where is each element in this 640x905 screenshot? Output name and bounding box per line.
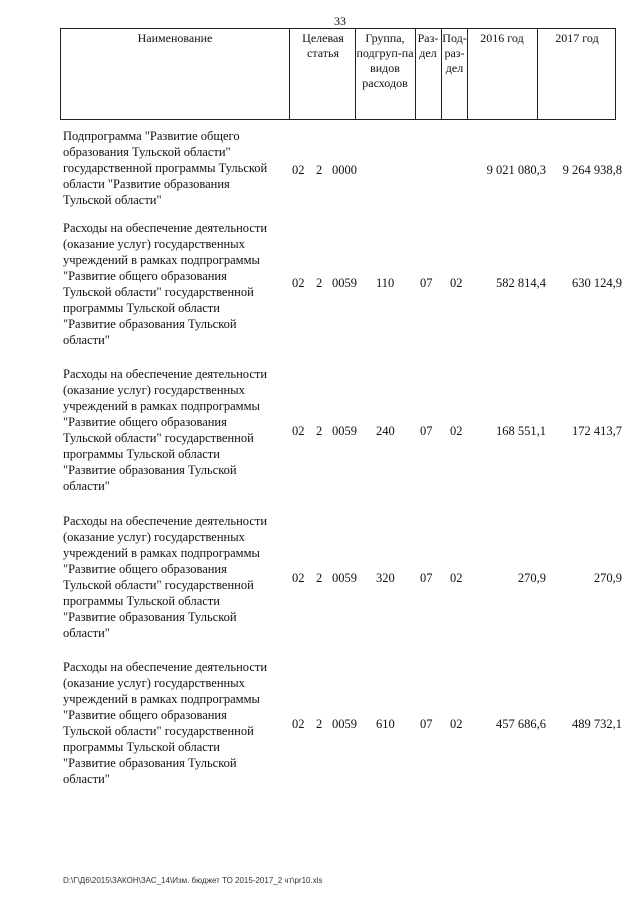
file-path-footer: D:\Г\Д6\2015\ЗАКОН\ЗАС_14\Изм. бюджет ТО 2015-2017_2 чт\pr10.xls: [63, 876, 323, 885]
value-2016: 9 021 080,3: [486, 163, 546, 177]
section: 07: [420, 717, 433, 731]
subsection: 02: [450, 276, 463, 290]
expense-group: 110: [376, 276, 395, 290]
value-2016: 582 814,4: [496, 276, 546, 290]
page-number: 33: [334, 14, 346, 28]
header-name: Наименование: [137, 31, 213, 45]
subsection: 02: [450, 717, 463, 731]
cs-program: 02: [292, 571, 305, 585]
value-2017: 630 124,9: [572, 276, 622, 290]
header-section: Раз-дел: [417, 31, 439, 60]
subsection: 02: [450, 424, 463, 438]
cs-direction: 0059: [332, 276, 357, 290]
value-2016: 168 551,1: [496, 424, 546, 438]
value-2017: 9 264 938,8: [562, 163, 622, 177]
cs-direction: 0059: [332, 424, 357, 438]
cs-program: 02: [292, 163, 305, 177]
row-name: Расходы на обеспечение деятельности (оказание услуг) государственных учреждений в рамках подпрограммы "Развитие общего образования Тульской области" государственной программы Тульской области "Развитие образования Тульской области": [63, 514, 268, 640]
section: 07: [420, 424, 433, 438]
header-subsection: Под-раз-дел: [442, 31, 467, 75]
subsection: 02: [450, 571, 463, 585]
table-header: [60, 28, 616, 120]
row-name: Расходы на обеспечение деятельности (оказание услуг) государственных учреждений в рамках подпрограммы "Развитие общего образования Тульской области" государственной программы Тульской области "Развитие образования Тульской области": [63, 221, 268, 347]
header-year-2017: 2017 год: [555, 31, 599, 45]
cs-direction: 0059: [332, 717, 357, 731]
row-name: Подпрограмма "Развитие общего образования Тульской области" государственной программы Тульской области "Развитие образования Тульской области": [63, 129, 268, 207]
expense-group: 610: [376, 717, 395, 731]
section: 07: [420, 571, 433, 585]
cs-subprogram: 2: [316, 163, 323, 177]
value-2017: 489 732,1: [572, 717, 622, 731]
value-2017: 172 413,7: [572, 424, 622, 438]
expense-group: 240: [376, 424, 395, 438]
cs-subprogram: 2: [316, 424, 323, 438]
cs-direction: 0059: [332, 571, 357, 585]
value-2017: 270,9: [593, 571, 622, 585]
section: 07: [420, 276, 433, 290]
cs-direction: 0000: [332, 163, 357, 177]
cs-subprogram: 2: [316, 276, 323, 290]
header-year-2016: 2016 год: [480, 31, 524, 45]
value-2016: 270,9: [517, 571, 546, 585]
cs-subprogram: 2: [316, 717, 323, 731]
expense-group: 320: [376, 571, 395, 585]
cs-subprogram: 2: [316, 571, 323, 585]
value-2016: 457 686,6: [496, 717, 546, 731]
cs-program: 02: [292, 717, 305, 731]
row-name: Расходы на обеспечение деятельности (оказание услуг) государственных учреждений в рамках подпрограммы "Развитие общего образования Тульской области" государственной программы Тульской области "Развитие образования Тульской области": [63, 367, 268, 493]
column-divider: [289, 29, 290, 119]
header-expense-group: Группа, подгруп-па видов расходов: [356, 31, 414, 90]
cs-program: 02: [292, 424, 305, 438]
cs-program: 02: [292, 276, 305, 290]
header-target-article: Целевая статья: [302, 31, 344, 60]
row-name: Расходы на обеспечение деятельности (оказание услуг) государственных учреждений в рамках подпрограммы "Развитие общего образования Тульской области" государственной программы Тульской области "Развитие образования Тульской области": [63, 660, 268, 786]
